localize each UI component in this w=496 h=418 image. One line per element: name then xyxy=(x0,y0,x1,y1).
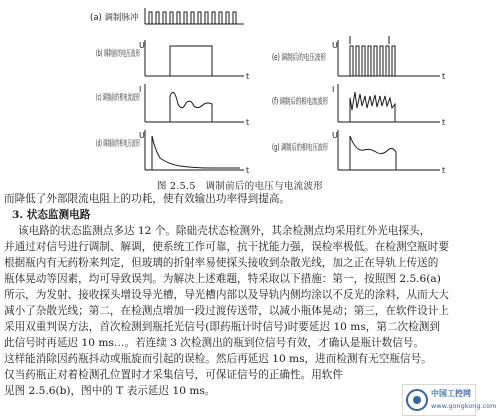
body-line: 瓶体晃动等因素，均可导致误判。为解决上述难题，特采取以下措施：第一，按照图 2.5.6(a) xyxy=(4,273,441,285)
body-line: 此信号时再延迟 10 ms…。若连续 3 次检测出的瓶到位信号有效，才确认是瓶计数信号。 xyxy=(4,337,424,349)
panel-label-e: (e) 调制后的电压波形 xyxy=(272,53,355,63)
body-line: 而降低了外部限流电阻上的功耗，使有效输出功率得到提高。 xyxy=(4,193,291,205)
axis-label-t-g: t xyxy=(442,166,446,175)
axis-label-u-b: U xyxy=(139,41,145,50)
panel-label-b: (b) 调制前的电压波形 xyxy=(96,49,179,59)
axis-label-u-g: U xyxy=(332,131,338,140)
body-line: 见图 2.5.6(b)，图中的 T 表示延迟 10 ms。 xyxy=(4,385,216,397)
watermark-logo xyxy=(402,384,496,416)
body-line: 该电路的状态监测点多达 12 个。除础壳状态检测外，其余检测点均采用红外光电探头， xyxy=(18,225,431,237)
watermark-url: www.gongkong.com xyxy=(431,402,496,410)
panel-label-d: (d) 调制前的相电压波形 xyxy=(96,139,188,149)
figure-caption: 图 2.5.5 调制前后的电压与电流波形 xyxy=(156,181,324,192)
axis-label-t-f: t xyxy=(442,118,446,127)
section-heading: 3. 状态监测电路 xyxy=(12,209,91,221)
body-line: 减小了杂散光线；第二，在检测点增加一段过渡传送带，以减小瓶体晃动；第三，在软件设计上 xyxy=(4,305,449,317)
panel-label-c: (c) 调制前的相电流波形 xyxy=(96,93,187,103)
axis-label-u-e: U xyxy=(332,41,338,50)
axis-label-t-b: t xyxy=(246,72,250,81)
panel-label-f: (f) 调制后的相电流波形 xyxy=(272,97,361,107)
axis-label-t-d: t xyxy=(246,166,250,175)
watermark-name: 中国工控网 xyxy=(431,389,471,398)
axis-label-t-c: t xyxy=(246,118,250,127)
body-line: 采用双重判误方法，首次检测到瓶托光信号(即药瓶计时信号)时要延迟 10 ms，第二次检测到 xyxy=(4,321,440,333)
body-line: 仅当药瓶正对着检测孔位置时才采集信号，可保证信号的正确性。用软件 xyxy=(4,369,343,381)
axis-label-i-f: I xyxy=(332,85,335,94)
panel-label-a: (a) 调制脉冲 xyxy=(90,13,139,23)
body-line: 这样能消除因药瓶抖动或瓶旋而引起的误检。然后再延迟 10 ms，进而检测有无空瓶信号。 xyxy=(4,353,432,365)
axis-label-u-d: U xyxy=(139,131,145,140)
gongkong-logo-icon xyxy=(406,389,428,411)
body-line: 所示，为发射、接收探头增设导光槽，导光槽内部以及导轨内侧均涂以不反光的涂料，从而大大 xyxy=(4,289,449,301)
axis-label-i-c: I xyxy=(139,85,142,94)
panel-label-g: (g) 调制后的相电压波形 xyxy=(272,143,364,153)
axis-label-t-e: t xyxy=(442,72,446,81)
body-line: 根据瓶内有无药粉来判定，但玻璃的折射率易使探头接收到杂散光线，加之正在导轨上传送的 xyxy=(4,257,439,269)
body-line: 并通过对信号进行调制、解调，使系统工作可靠，抗干扰能力强，误检率极低。在检测空瓶时要 xyxy=(4,241,449,253)
waveform-figure xyxy=(0,0,480,178)
